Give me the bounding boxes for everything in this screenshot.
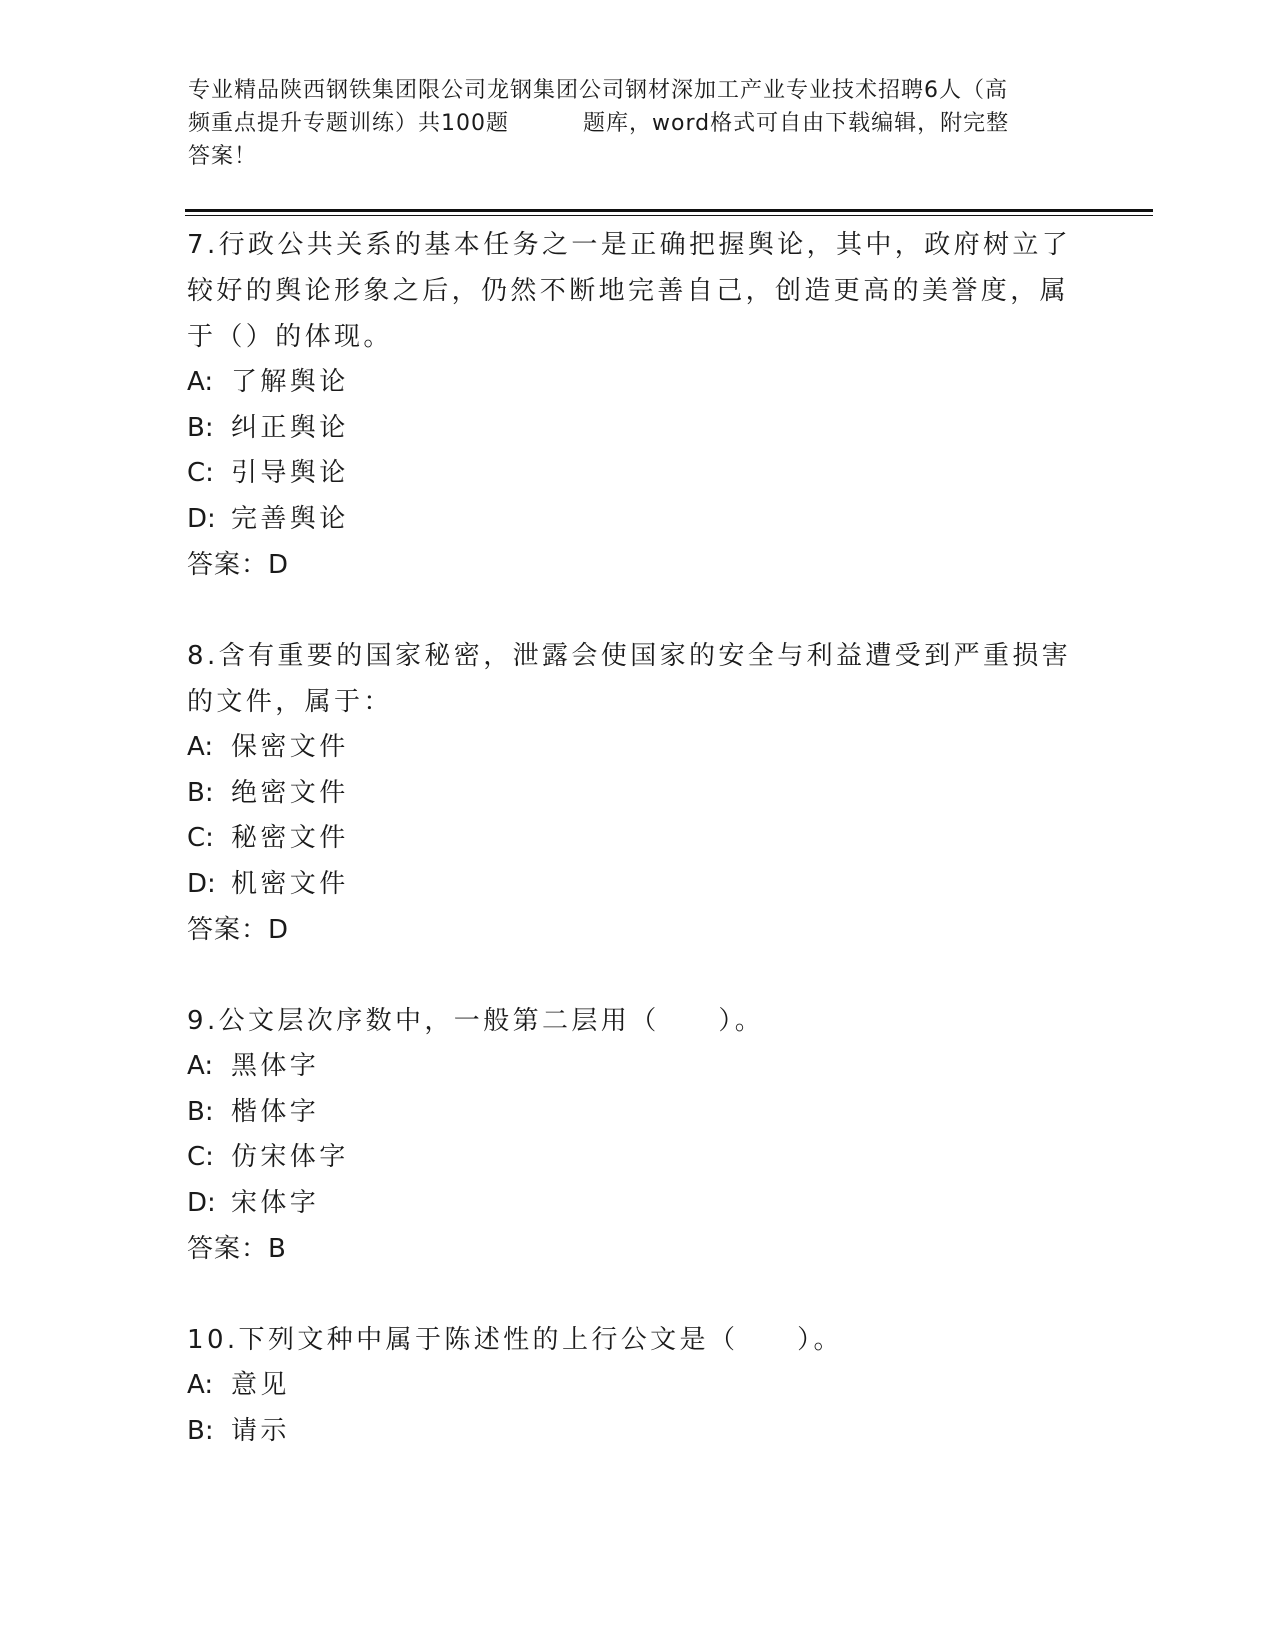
option-key: D: (187, 1187, 216, 1218)
question-list (187, 222, 1087, 1454)
option-label: 完善舆论 (231, 503, 349, 534)
option-key: A: (187, 732, 214, 762)
option-label: 请示 (231, 1415, 290, 1446)
option-label: 楷体字 (231, 1096, 320, 1127)
option-b (187, 1090, 1087, 1136)
option-c (187, 451, 1087, 497)
option-c (187, 1135, 1087, 1181)
header-line-1: 专业精品陕西钢铁集团限公司龙钢集团公司钢材深加工产业专业技术招聘6人（高 (188, 78, 1008, 103)
option-label: 秘密文件 (231, 823, 349, 853)
option-key: D: (187, 868, 216, 899)
option-label: 纠正舆论 (231, 412, 349, 443)
header-line-2-part-a: 频重点提升专题训练）共100题 (188, 111, 509, 136)
question-text: 9.公文层次序数中，一般第二层用（ ）。 (187, 1006, 765, 1036)
option-key: B: (187, 777, 214, 808)
question-9 (187, 998, 1087, 1272)
option-label: 黑体字 (231, 1051, 320, 1081)
option-key: D: (187, 503, 216, 534)
header-divider-thick (185, 209, 1153, 212)
option-key: C: (187, 823, 214, 853)
option-label: 仿宋体字 (231, 1142, 349, 1172)
header-divider-thin (185, 215, 1153, 216)
option-label: 引导舆论 (231, 458, 349, 488)
answer: 答案：D (187, 550, 290, 580)
option-c (187, 816, 1087, 862)
option-label: 机密文件 (231, 868, 349, 899)
option-key: A: (187, 1051, 214, 1081)
question-text: 8.含有重要的国家秘密，泄露会使国家的安全与利益遭受到严重损害的文件，属于： (187, 641, 1072, 717)
option-label: 宋体字 (231, 1187, 320, 1218)
option-key: C: (187, 1142, 214, 1172)
option-key: C: (187, 458, 214, 488)
option-d (187, 862, 1087, 908)
option-b (187, 406, 1087, 452)
option-label: 保密文件 (231, 732, 349, 762)
option-d (187, 497, 1087, 543)
header-line-2-part-b: 题库，word格式可自由下载编辑，附完整 (583, 111, 1010, 136)
option-key: B: (187, 412, 214, 443)
option-label: 意见 (231, 1370, 290, 1400)
option-a (187, 1363, 1087, 1409)
question-10 (187, 1317, 1087, 1454)
option-a (187, 360, 1087, 406)
question-text: 7.行政公共关系的基本任务之一是正确把握舆论，其中，政府树立了较好的舆论形象之后，仍然不断地完善自己，创造更高的美誉度，属于（）的体现。 (187, 230, 1072, 352)
option-key: B: (187, 1096, 214, 1127)
question-7 (187, 222, 1087, 588)
option-key: B: (187, 1415, 214, 1446)
answer: 答案：B (187, 1234, 287, 1264)
option-b (187, 771, 1087, 817)
document-header (188, 74, 1088, 173)
header-line-3: 答案！ (188, 144, 258, 169)
question-8 (187, 633, 1087, 953)
question-text: 10.下列文种中属于陈述性的上行公文是（ ）。 (187, 1325, 843, 1355)
option-a (187, 1044, 1087, 1090)
option-key: A: (187, 1370, 214, 1400)
option-b (187, 1409, 1087, 1455)
option-d (187, 1181, 1087, 1227)
header-line-2 (188, 107, 1088, 140)
option-label: 了解舆论 (231, 367, 349, 397)
option-a (187, 725, 1087, 771)
option-key: A: (187, 367, 214, 397)
option-label: 绝密文件 (231, 777, 349, 808)
answer: 答案：D (187, 915, 290, 945)
